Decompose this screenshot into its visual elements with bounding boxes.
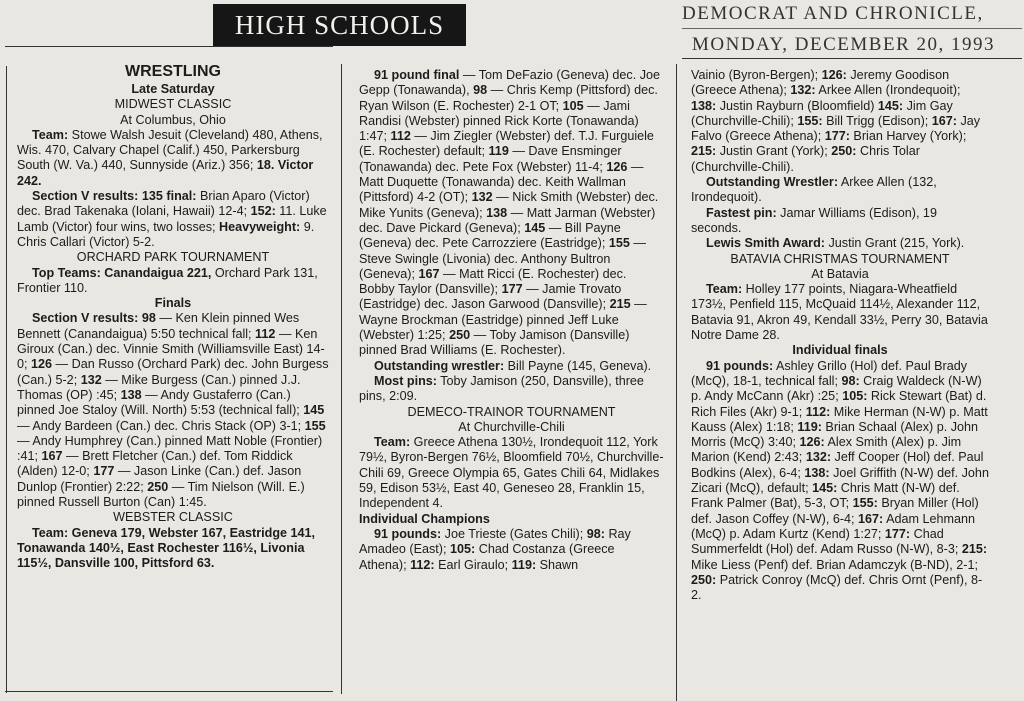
column-3 <box>691 68 989 603</box>
event-name: WEBSTER CLASSIC <box>113 510 233 525</box>
subhead: Individual finals <box>792 343 888 358</box>
column-2 <box>359 68 664 573</box>
result-paragraph: Top Teams: Canandaigua 221, Orchard Park 131, Frontier 110. <box>17 265 318 295</box>
result-paragraph: Section V results: 98 — Ken Klein pinned Wes Bennett (Canandaigua) 5:50 technical fall; 112 — Ken Giroux (Can.) dec. Vinnie Smith (Williamsville East) 14-0; 126 — Dan Russo (Orchard Park) dec. John Burgess (Can.) 5-2; 132 — Mike Burgess (Can.) pinned J.J. Thomas (OP) :45; 138 — Andy Gustaferro (Can.) pinned Joe Staloy (Will. North) 5:53 (technical fall); 145 — Andy Bardeen (Can.) dec. Chris Stack (OP) 3-1; 155 — Andy Humphrey (Can.) pinned Matt Noble (Frontier) :41; 167 — Brett Fletcher (Can.) def. Tom Riddick (Alden) 12-0; 177 — Jason Linke (Can.) def. Jason Dunlop (Frontier) 2:22; 250 — Tim Nielson (Will. E.) pinned Russell Burton (Can) 1:45. <box>17 311 329 510</box>
subhead: Late Saturday <box>131 82 215 96</box>
event-name: BATAVIA CHRISTMAS TOURNAMENT <box>730 251 950 266</box>
event-name: ORCHARD PARK TOURNAMENT <box>76 250 270 265</box>
result-paragraph: 91 pounds: Joe Trieste (Gates Chili); 98: Ray Amadeo (East); 105: Chad Costanza (Greece Athena); 112: Earl Giraulo; 119: Shawn <box>359 526 631 572</box>
result-paragraph: 91 pound final — Tom DeFazio (Geneva) dec. Joe Gepp (Tonawanda), 98 — Chris Kemp (Pittsford) dec. Ryan Wilson (E. Rochester) 2-1 OT; 105 — Jami Randisi (Webster) pinned Rick Korte (Tonawanda) 1:47; 112 — Jim Ziegler (Webster) def. T.J. Furguiele (E. Rochester) default; 119 — Dave Ensminger (Tonawanda) dec. Pete Fox (Webster) 11-4; 126 — Matt Duquette (Tonawanda) dec. Keith Wallman (Pittsford) 4-2 (OT); 132 — Nick Smith (Webster) dec. Mike Yunits (Geneva); 138 — Matt Jarman (Webster) dec. Dave Pickard (Geneva); 145 — Bill Payne (Geneva) dec. Pete Carrozziere (Eastridge); 155 — Steve Swingle (Livonia) dec. Anthony Bultron (Geneva); 167 — Matt Ricci (E. Rochester) dec. Bobby Taylor (Dansville); 177 — Jamie Trovato (Eastridge) dec. Jason Garwood (Dansville); 215 — Wayne Brockman (Eastridge) pinned Jeff Luke (Webster) 1:25; 250 — Toby Jamison (Dansville) pinned Brad Williams (E. Rochester). <box>359 68 661 358</box>
event-name: DEMECO-TRAINOR TOURNAMENT <box>407 404 616 419</box>
column-rule-1 <box>341 64 342 694</box>
result-paragraph: Team: Stowe Walsh Jesuit (Cleveland) 480, Athens, Wis. 470, Calvary Chapel (Calif.) 450, Parkersburg South (W. Va.) 440, Sunnyside (Ariz.) 356; 18. Victor 242. <box>17 127 323 188</box>
result-paragraph: Most pins: Toby Jamison (250, Dansville), three pins, 2:09. <box>359 373 644 404</box>
event-name: MIDWEST CLASSIC <box>114 97 232 112</box>
event-location: At Batavia <box>811 266 869 281</box>
result-paragraph: Fastest pin: Jamar Williams (Edison), 19 seconds. <box>691 205 937 235</box>
column-1-bottom-rule <box>5 691 333 692</box>
masthead <box>682 3 1022 56</box>
masthead-rule <box>682 28 1022 29</box>
column-1 <box>17 62 329 572</box>
masthead-rule-lower <box>682 58 1022 59</box>
result-paragraph: Team: Geneva 179, Webster 167, Eastridge 141, Tonawanda 140½, East Rochester 116½, Livonia 115½, Dansville 100, Pittsford 63. <box>17 525 316 571</box>
paper-name: DEMOCRAT AND CHRONICLE, <box>682 3 984 24</box>
subhead: Finals <box>154 296 192 311</box>
column-rule-left <box>6 66 7 693</box>
banner-rule <box>5 46 333 47</box>
issue-date: MONDAY, DECEMBER 20, 1993 <box>692 34 996 55</box>
result-paragraph: Team: Holley 177 points, Niagara-Wheatfield 173½, Penfield 115, McQuaid 114½, Alexander 112, Batavia 91, Akron 49, Kendall 33½, Perry 30, Batavia Notre Dame 28. <box>691 282 988 343</box>
result-paragraph: 91 pounds: Ashley Grillo (Hol) def. Paul Brady (McQ), 18-1, technical fall; 98: Craig Waldeck (N-W) p. Andy McCann (Akr) :25; 105: Rick Stewart (Bat) d. Rich Files (Akr) 9-1; 112: Mike Herman (N-W) p. Matt Kauss (Alex) 1:18; 119: Brian Schaal (Alex) p. John Morris (McQ) 3:40; 126: Alex Smith (Alex) p. Jim Marion (Kend) 2:43; 132: Jeff Cooper (Hol) def. Paul Bodkins (Alex), 6-4; 138: Joel Griffith (N-W) def. John Zicari (McQ), default; 145: Chris Matt (N-W) def. Frank Palmer (Bat), 5-3, OT; 155: Bryan Miller (Hol) def. Jason Coffey (N-W), 6-4; 167: Adam Lehmann (McQ) p. Adam Kurtz (Kend) 1:27; 177: Chad Summerfeldt (Hol) def. Adam Russo (N-W), 8-3; 215: Mike Liess (Penf) def. Brian Adamczyk (B-ND), 2-1; 250: Patrick Conroy (McQ) def. Chris Ornt (Penf), 8-2. <box>691 358 989 603</box>
section-banner: HIGH SCHOOLS <box>213 4 466 46</box>
result-paragraph: Lewis Smith Award: Justin Grant (215, York). <box>706 236 965 251</box>
result-paragraph: Vainio (Byron-Bergen); 126: Jeremy Goodison (Greece Athena); 132: Arkee Allen (Irondequoit); 138: Justin Rayburn (Bloomfield) 145: Jim Gay (Churchville-Chili); 155: Bill Trigg (Edison); 167: Jay Falvo (Greece Athena); 177: Brian Harvey (York); 215: Justin Grant (York); 250: Chris Tolar (Churchville-Chili). <box>691 68 981 174</box>
event-location: At Churchville-Chili <box>458 419 565 434</box>
section-title: WRESTLING <box>125 63 221 80</box>
result-paragraph: Section V results: 135 final: Brian Aparo (Victor) dec. Brad Takenaka (Iolani, Hawaii) 12-4; 152: 11. Luke Lamb (Victor) four wins, two losses; Heavyweight: 9. Chris Callari (Victor) 5-2. <box>17 189 327 249</box>
subhead: Individual Champions <box>359 511 490 526</box>
result-paragraph: Outstanding Wrestler: Arkee Allen (132, Irondequoit). <box>691 175 937 205</box>
column-rule-2 <box>676 64 677 701</box>
result-paragraph: Outstanding wrestler: Bill Payne (145, Geneva). <box>374 358 652 373</box>
result-paragraph: Team: Greece Athena 130½, Irondequoit 112, York 79½, Byron-Bergen 76½, Bloomfield 70½, Churchville-Chili 69, Greece Olympia 65, Gates Chili 64, Midlakes 59, Edison 53½, East 40, Geneseo 28, Franklin 15, Independent 4. <box>359 435 664 511</box>
event-location: At Columbus, Ohio <box>120 112 226 127</box>
